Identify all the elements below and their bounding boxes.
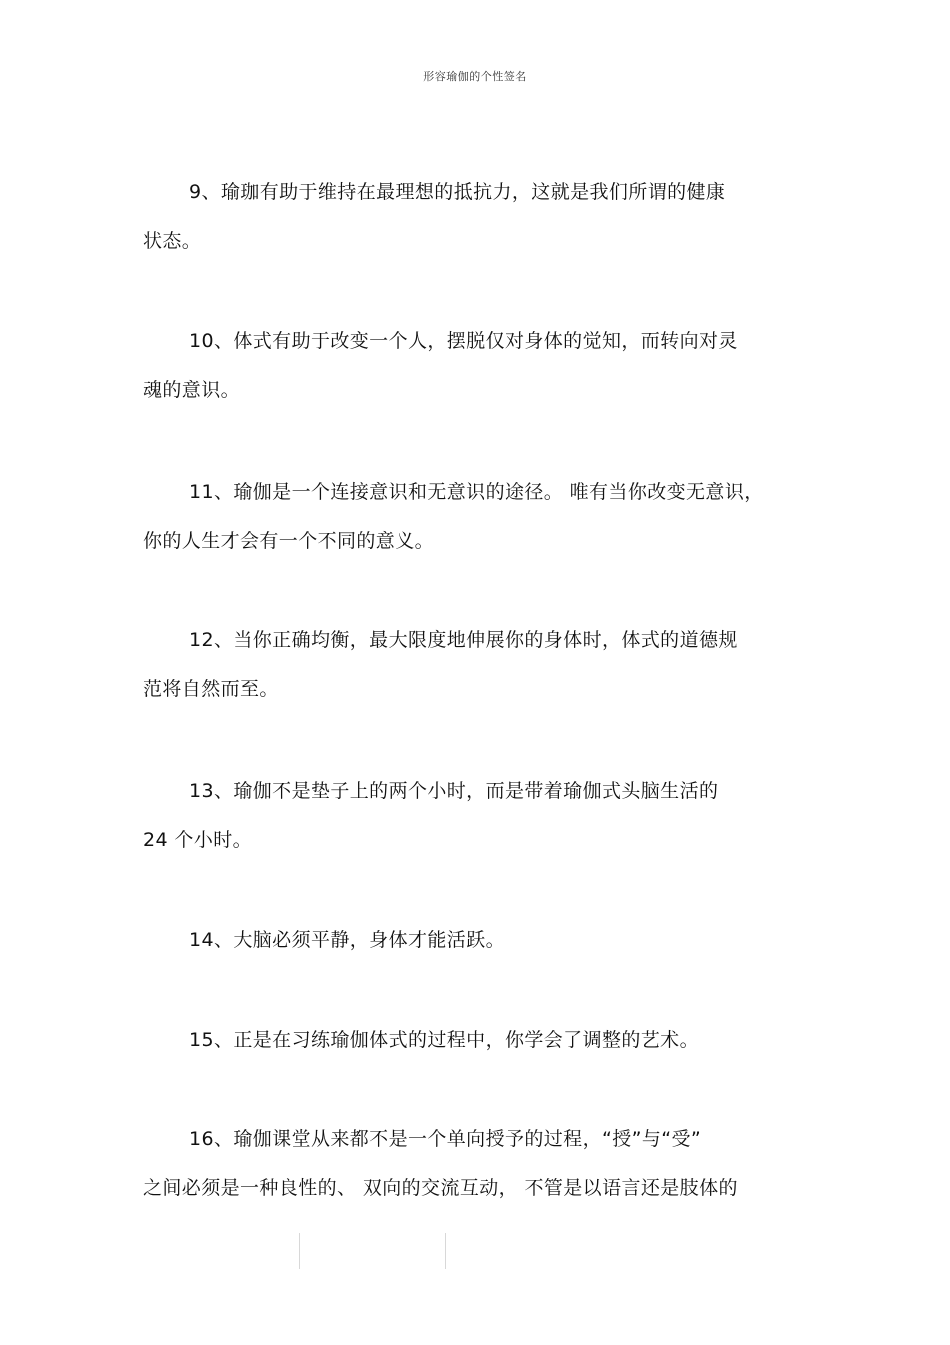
page-divider-left <box>299 1233 300 1269</box>
page-header-title: 形容瑜伽的个性签名 <box>423 70 527 83</box>
paragraph-line: 魂的意识。 <box>143 379 241 401</box>
page-divider-right <box>445 1233 446 1269</box>
paragraph-line: 你的人生才会有一个不同的意义。 <box>143 530 435 552</box>
paragraph-line: 24 个小时。 <box>143 829 253 851</box>
paragraph-15 <box>143 1016 803 1065</box>
paragraph-line: 15、正是在习练瑜伽体式的过程中，你学会了调整的艺术。 <box>189 1029 699 1051</box>
paragraph-line: 状态。 <box>143 230 202 252</box>
paragraph-10 <box>143 317 803 415</box>
paragraph-line: 12、当你正确均衡，最大限度地伸展你的身体时，体式的道德规 <box>189 629 738 651</box>
paragraph-line: 10、体式有助于改变一个人，摆脱仅对身体的觉知，而转向对灵 <box>189 330 738 352</box>
paragraph-line: 之间必须是一种良性的、 双向的交流互动， 不管是以语言还是肢体的 <box>143 1177 738 1199</box>
paragraph-line: 13、瑜伽不是垫子上的两个小时，而是带着瑜伽式头脑生活的 <box>189 780 719 802</box>
paragraph-16 <box>143 1115 803 1213</box>
paragraph-line: 9、瑜珈有助于维持在最理想的抵抗力，这就是我们所谓的健康 <box>189 181 726 203</box>
paragraph-14 <box>143 916 803 965</box>
paragraph-line: 14、大脑必须平静，身体才能活跃。 <box>189 929 505 951</box>
paragraph-9 <box>143 168 803 266</box>
paragraph-13 <box>143 767 803 865</box>
paragraph-line: 范将自然而至。 <box>143 678 279 700</box>
paragraph-line: 16、瑜伽课堂从来都不是一个单向授予的过程，“授”与“受” <box>189 1128 702 1150</box>
paragraph-line: 11、瑜伽是一个连接意识和无意识的途径。 唯有当你改变无意识， <box>189 481 764 503</box>
paragraph-12 <box>143 616 803 714</box>
paragraph-11 <box>143 468 803 566</box>
